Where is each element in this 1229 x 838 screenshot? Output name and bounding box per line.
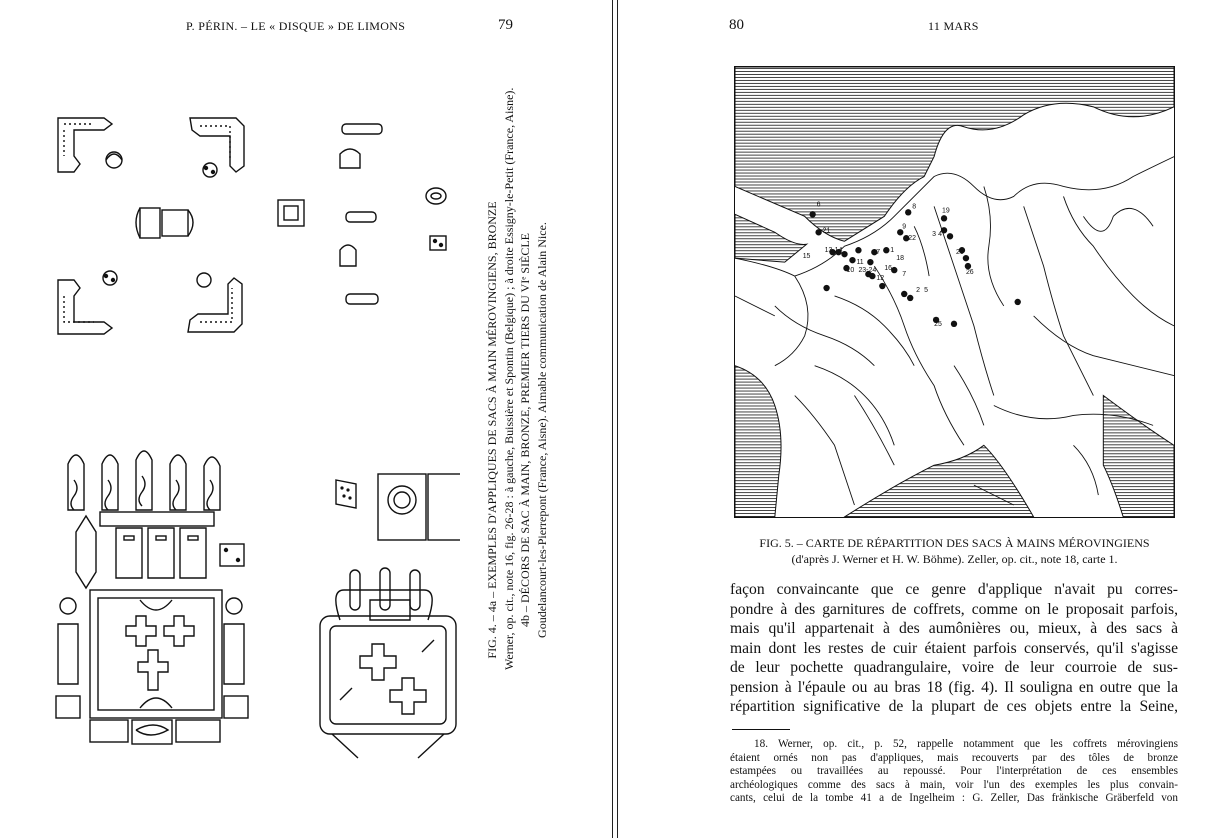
body-line: mais qu'il appartenait à des aumônières ou, mieux, à des sacs à bbox=[730, 620, 1178, 637]
map-label-6: 6 bbox=[816, 201, 821, 209]
map-label-19: 19 bbox=[942, 207, 950, 215]
map-label-12: 12 bbox=[876, 275, 885, 283]
body-line: de leur pochette quadrangulaire, voire de leur courroie de sus- bbox=[730, 659, 1178, 676]
figure-4-caption-area bbox=[472, 87, 562, 670]
map-label-13-14: 13-14 bbox=[824, 247, 843, 255]
body-line: répartition significative de la plupart de ces objets entre la Seine, bbox=[730, 698, 1178, 715]
map-label-21: 21 bbox=[822, 227, 831, 235]
body-line: façon convaincante que ce genre d'applique n'avait pu corres- bbox=[730, 581, 1178, 598]
map-label-10: 10 bbox=[846, 267, 855, 275]
map-label-25: 25 bbox=[934, 320, 942, 328]
body-paragraph bbox=[730, 580, 1178, 717]
map-label-18: 18 bbox=[896, 255, 904, 263]
map-label-5: 5 bbox=[924, 287, 929, 294]
footnote-line: cants, celui de la tombe 41 a de Ingelheim : G. Zeller, Das fränkische Gräberfeld von bbox=[730, 792, 1178, 805]
figure-5-caption-line-1: FIG. 5. – CARTE DE RÉPARTITION DES SACS À MAINS MÉROVINGIENS bbox=[759, 536, 1150, 550]
map-label-2: 2 bbox=[916, 287, 921, 294]
map-label-8: 8 bbox=[912, 203, 917, 211]
map-label-23-24: 23-24 bbox=[858, 267, 877, 275]
figure-5-caption-line-2: (d'après J. Werner et H. W. Böhme). Zeller, op. cit., note 18, carte 1. bbox=[791, 552, 1118, 566]
distribution-map-drawing bbox=[735, 67, 1174, 517]
footnote-line: estampées ou travaillées au repoussé. Pour l'interprétation de ces ensembles bbox=[730, 765, 1178, 778]
body-line: main dont les restes de cuir étaient parfois conservés, qu'il s'agisse bbox=[730, 639, 1178, 657]
map-label-9: 9 bbox=[902, 223, 907, 231]
footnote-18 bbox=[730, 738, 1178, 806]
map-label-3: 3 bbox=[932, 231, 936, 239]
figure-4-caption-line-3: 4b – DÉCORS DE SAC À MAIN, BRONZE, PREMIER TIERS DU VIᵉ SIÈCLE bbox=[518, 233, 532, 627]
map-label-16: 16 bbox=[884, 265, 893, 273]
body-line: pension à l'épaule ou au bras 18 (fig. 4). Il souligna en outre que la bbox=[730, 678, 1178, 696]
footnote-line: 18. Werner, op. cit., p. 52, rappelle notamment que les coffrets mérovingiens bbox=[754, 738, 1178, 750]
right-page bbox=[618, 0, 1229, 838]
map-label-11: 11 bbox=[856, 259, 864, 267]
map-label-26: 26 bbox=[965, 269, 974, 277]
map-label-15: 15 bbox=[802, 253, 811, 261]
map-label-17: 17 bbox=[872, 249, 881, 257]
body-line: pondre à des garnitures de coffrets, comme on le proposait parfois, bbox=[730, 600, 1178, 618]
left-page bbox=[0, 0, 612, 838]
map-label-20: 20 bbox=[955, 249, 964, 257]
figure-4-caption-line-1: FIG. 4. – 4a – EXEMPLES D'APPLIQUES DE SACS À MAIN MÉROVINGIENS, BRONZE bbox=[485, 201, 499, 659]
map-label-7: 7 bbox=[902, 271, 907, 279]
figure-5-caption bbox=[734, 535, 1175, 567]
running-head-left: P. PÉRIN. – LE « DISQUE » DE LIMONS bbox=[186, 19, 406, 33]
map-label-1: 1 bbox=[890, 247, 895, 255]
figure-4-illustration bbox=[40, 100, 460, 760]
footnote-line: archéologiques comme des sacs à main, voir l'un des exemples les plus convain- bbox=[730, 778, 1178, 791]
distribution-map bbox=[734, 66, 1175, 518]
figure-4-caption bbox=[484, 87, 550, 670]
page-number-left: 79 bbox=[498, 17, 513, 33]
footnote-separator bbox=[732, 729, 790, 730]
figure-4-caption-line-2: Werner, op. cit., note 16, fig. 26-28 : à gauche, Buissière et Spontin (Belgique) ; à droite Essigny-le-Petit (France, Aisne). bbox=[501, 87, 516, 670]
map-label-4: 4 bbox=[938, 231, 942, 239]
running-head-right: 11 MARS bbox=[928, 19, 979, 33]
figure-4-caption-line-4: Goudelancourt-les-Pierrepont (France, Aisne). Aimable communication de Alain Nice. bbox=[534, 222, 549, 638]
map-label-22: 22 bbox=[908, 235, 916, 243]
page-number-right: 80 bbox=[729, 17, 744, 33]
footnote-line: étaient ornés non pas d'appliques, mais recouverts par des tôles de bronze bbox=[730, 751, 1178, 764]
